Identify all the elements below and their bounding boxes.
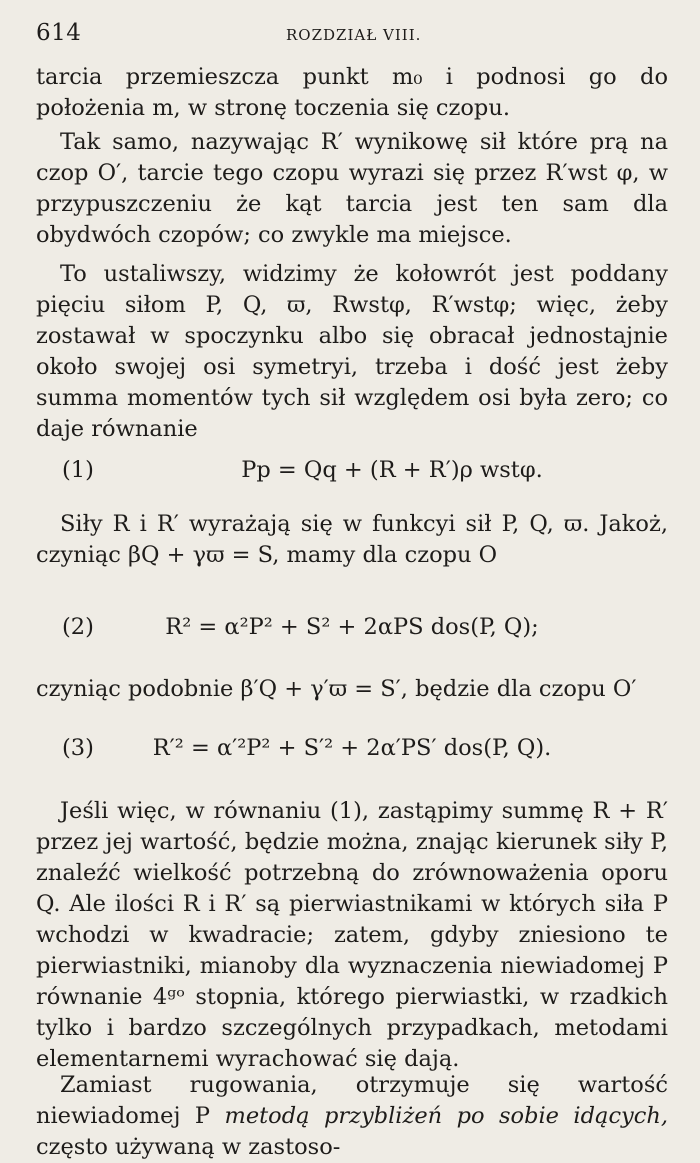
paragraph-rest: często używaną w zastoso-	[36, 1134, 341, 1160]
paragraph-text	[36, 1070, 668, 1163]
equation-formula: Pp = Qq + (R + R′)ρ wstφ.	[241, 457, 543, 483]
equation-3	[36, 735, 668, 767]
paragraph-lead: Zamiast rugowania, otrzymuje się wartość niewiadomej P	[36, 1072, 668, 1129]
equation-formula: R′² = α′²P² + S′² + 2α′PS′ dos(P, Q).	[152, 735, 552, 761]
running-title: ROZDZIAŁ VIII.	[286, 26, 422, 44]
equation-1	[36, 457, 668, 489]
italic-phrase: metodą przybliżeń po sobie idących,	[224, 1103, 669, 1129]
equation-formula: R² = α²P² + S² + 2αPS dos(P, Q);	[165, 614, 539, 640]
paragraph-7	[36, 1070, 668, 1163]
paragraph-text: Siły R i R′ wyrażają się w funkcyi sił P, Q, ϖ. Jakoż, czyniąc βQ + γϖ = S, mamy dla czopu O	[36, 511, 668, 568]
equation-label: (1)	[62, 457, 94, 483]
paragraph-1	[36, 62, 668, 124]
paragraph-2	[36, 127, 668, 251]
paragraph-5	[36, 674, 668, 705]
paragraph-text: czyniąc podobnie β′Q + γ′ϖ = S′, będzie dla czopu O′	[36, 676, 637, 702]
paragraph-text: To ustaliwszy, widzimy że kołowrót jest poddany pięciu siłom P, Q, ϖ, Rwstφ, R′wstφ; więc, żeby zostawał w spoczynku albo się obracał jednostajnie około swojej osi symetryi, trzeba i dość jest żeby summa momentów tych sił względem osi była zero; co daje równanie	[36, 261, 668, 442]
paragraph-3	[36, 259, 668, 445]
equation-label: (2)	[62, 614, 94, 640]
paragraph-text: tarcia przemieszcza punkt m₀ i podnosi go do położenia m, w stronę toczenia się czopu.	[36, 64, 668, 121]
page-header	[36, 18, 676, 52]
equation-2	[36, 614, 668, 646]
equation-label: (3)	[62, 735, 94, 761]
page-number: 614	[36, 20, 82, 46]
paragraph-4	[36, 509, 668, 571]
paragraph-6	[36, 796, 668, 1075]
paragraph-text: Tak samo, nazywając R′ wynikowę sił które prą na czop O′, tarcie tego czopu wyrazi się przez R′wst φ, w przypuszczeniu że kąt tarcia jest ten sam dla obydwóch czopów; co zwykle ma miejsce.	[36, 129, 668, 248]
paragraph-text: Jeśli więc, w równaniu (1), zastąpimy summę R + R′ przez jej wartość, będzie można, znając kierunek siły P, znaleźć wielkość potrzebną do zrównoważenia oporu Q. Ale ilości R i R′ są pierwiastnikami w których siła P wchodzi w kwadracie; zatem, gdyby zniesiono te pierwiastniki, mianoby dla wyznaczenia niewiadomej P równanie 4ᵍᵒ stopnia, którego pierwiastki, w rzadkich tylko i bardzo szczególnych przypadkach, metodami elementarnemi wyrachować się dają.	[36, 798, 668, 1072]
